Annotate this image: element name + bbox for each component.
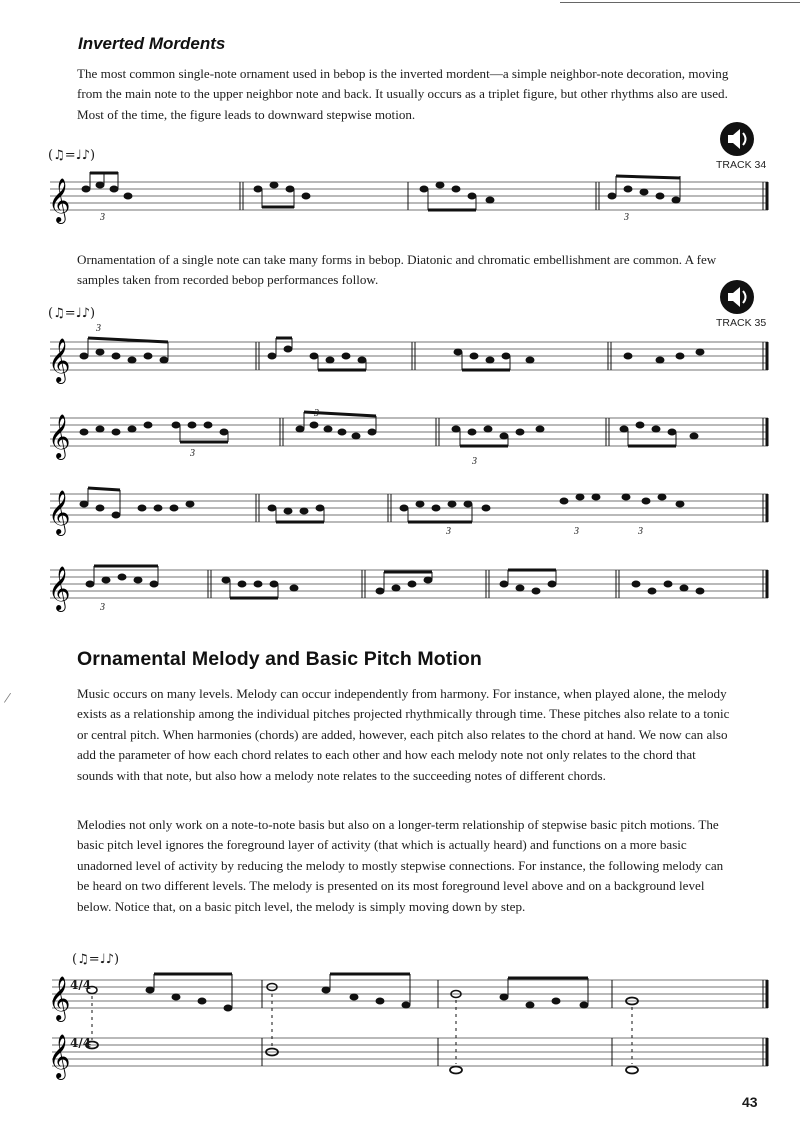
triplet-label: 3 bbox=[638, 526, 643, 537]
triplet-label: 3 bbox=[190, 448, 195, 459]
tempo-marking: (♫=♩♪) bbox=[48, 148, 96, 163]
melody-reduction-staves bbox=[0, 970, 800, 1080]
svg-text:𝄞: 𝄞 bbox=[48, 976, 71, 1020]
triplet-label: 3 bbox=[100, 602, 105, 613]
svg-text:𝄞: 𝄞 bbox=[48, 490, 71, 534]
page-number: 43 bbox=[742, 1094, 758, 1110]
section-title-ornamental-melody: Ornamental Melody and Basic Pitch Motion bbox=[77, 648, 482, 670]
triplet-label: 3 bbox=[314, 408, 319, 419]
triplet-label: 3 bbox=[574, 526, 579, 537]
triplet-label: 3 bbox=[624, 212, 629, 223]
time-signature-upper: 4/4 bbox=[70, 978, 92, 992]
triplet-label: 3 bbox=[100, 212, 105, 223]
time-signature-lower: 4/4 bbox=[70, 1036, 92, 1050]
tempo-marking: (♫=♩♪) bbox=[48, 306, 96, 321]
melody-levels-paragraph: Music occurs on many levels. Melody can occur independently from harmony. For instance, when played alone, the melody exists as a relationship among the individual pitches projected rhythmically through time. These pitches also relate to a tonic or central pitch. When harmonies (chords) are added, however, each pitch also relates to the chord at hand. We now can also add the parameter of how each chord relates to each other and how each melody note not only relates to the chord that sounds with that note, but also how a melody note relates to the succeeding notes of different chords. bbox=[77, 686, 730, 783]
top-edge-rule bbox=[560, 2, 800, 3]
speaker-glyph bbox=[720, 280, 754, 314]
svg-text:𝄞: 𝄞 bbox=[48, 414, 71, 458]
music-staves-examples bbox=[0, 330, 800, 620]
svg-text:𝄞: 𝄞 bbox=[48, 1034, 71, 1078]
svg-text:𝄞: 𝄞 bbox=[48, 566, 71, 610]
section-title-inverted-mordents: Inverted Mordents bbox=[78, 34, 226, 53]
triplet-label: 3 bbox=[96, 323, 101, 334]
music-staff-example-1 bbox=[0, 170, 800, 230]
speaker-glyph bbox=[720, 122, 754, 156]
track-label: TRACK 35 bbox=[716, 317, 767, 329]
audio-speaker-icon[interactable] bbox=[720, 280, 754, 314]
track-label: TRACK 34 bbox=[716, 159, 767, 171]
svg-text:𝄞: 𝄞 bbox=[48, 178, 71, 222]
triplet-label: 3 bbox=[472, 456, 477, 467]
triplet-label: 3 bbox=[446, 526, 451, 537]
tempo-marking: (♫=♩♪) bbox=[72, 952, 120, 967]
basic-pitch-paragraph: Melodies not only work on a note-to-note basis but also on a longer-term relationship of stepwise basic pitch motions. The basic pitch level ignores the foreground layer of activity (that which is actually heard) and functions on a more basic unadorned level of activity by reducing the melody to mostly stepwise connections. For instance, the following melody can be heard on two different levels. The melody is presented on its most foreground level above and on a background level below. Notice that, on a basic pitch level, the melody is simply moving down by step. bbox=[77, 817, 724, 914]
svg-text:𝄞: 𝄞 bbox=[48, 338, 71, 382]
margin-pencil-mark: / bbox=[3, 689, 12, 708]
audio-speaker-icon[interactable] bbox=[720, 122, 754, 156]
ornamentation-paragraph: Ornamentation of a single note can take many forms in bebop. Diatonic and chromatic embellishment are common. A few samples taken from recorded bebop performances follow. bbox=[77, 252, 717, 288]
intro-paragraph: The most common single-note ornament used in bebop is the inverted mordent—a simple neighbor-note decoration, moving from the main note to the upper neighbor note and back. It usually occurs as a triplet figure, but other rhythms also are used. Most of the time, the figure leads to downward stepwise motion. bbox=[77, 66, 729, 122]
